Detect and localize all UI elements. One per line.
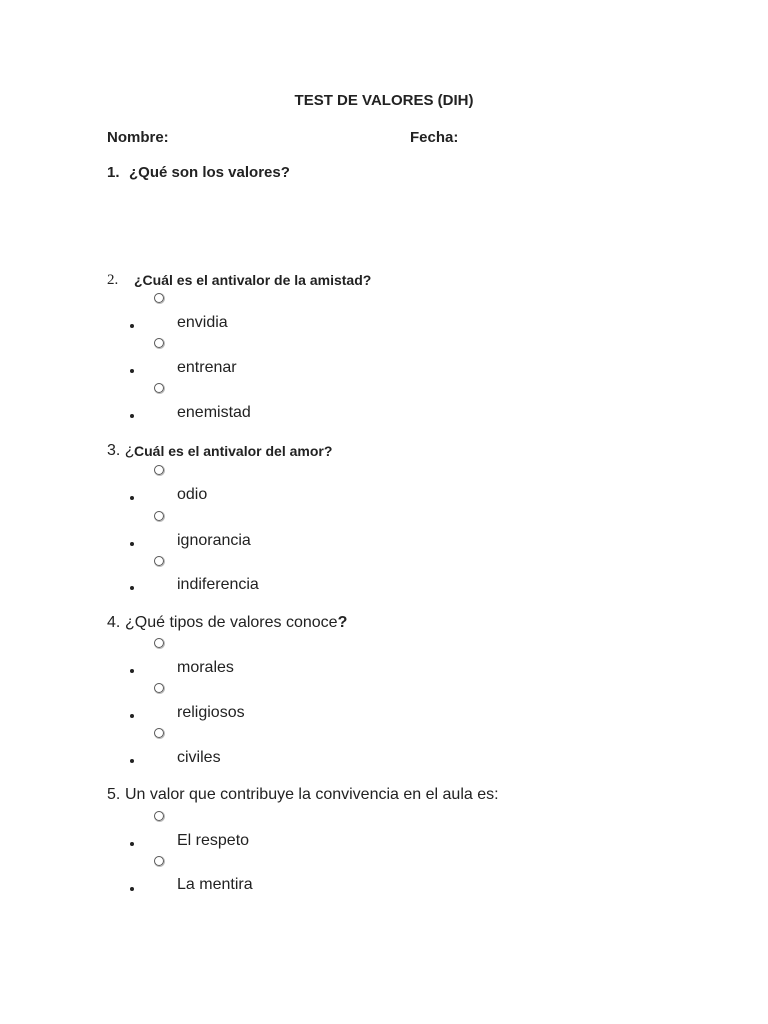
bullet-icon xyxy=(130,887,134,891)
option-q4-2: religiosos xyxy=(177,704,245,721)
radio-button-q5-2[interactable] xyxy=(154,856,164,866)
option-q5-2: La mentira xyxy=(177,876,253,893)
radio-button-q4-3[interactable] xyxy=(154,728,164,738)
radio-button-q2-2[interactable] xyxy=(154,338,164,348)
option-q2-1: envidia xyxy=(177,314,228,331)
question-4-text-mark: ? xyxy=(337,614,348,631)
question-5-number: 5. xyxy=(107,786,121,803)
bullet-icon xyxy=(130,414,134,418)
option-q5-1: El respeto xyxy=(177,832,250,849)
option-q2-3: enemistad xyxy=(177,404,251,421)
bullet-icon xyxy=(130,542,134,546)
bullet-icon xyxy=(130,496,134,500)
question-4-text-main: ¿Qué tipos de valores conoce xyxy=(125,614,338,631)
date-label: Fecha: xyxy=(410,129,459,146)
option-q3-1: odio xyxy=(177,486,208,503)
bullet-icon xyxy=(130,842,134,846)
radio-button-q3-2[interactable] xyxy=(154,511,164,521)
option-q3-2: ignorancia xyxy=(177,532,251,549)
radio-button-q4-2[interactable] xyxy=(154,683,164,693)
page-title: TEST DE VALORES (DIH) xyxy=(294,92,474,109)
question-3-number: 3. ¿ xyxy=(107,442,135,459)
bullet-icon xyxy=(130,369,134,373)
question-1-number: 1. xyxy=(107,164,120,181)
bullet-icon xyxy=(130,586,134,590)
question-5-text: Un valor que contribuye la convivencia en el aula es: xyxy=(125,786,499,803)
radio-button-q2-3[interactable] xyxy=(154,383,164,393)
radio-button-q4-1[interactable] xyxy=(154,638,164,648)
radio-button-q3-3[interactable] xyxy=(154,556,164,566)
option-q3-3: indiferencia xyxy=(177,576,259,593)
bullet-icon xyxy=(130,669,134,673)
bullet-icon xyxy=(130,714,134,718)
question-4-number: 4. xyxy=(107,614,121,631)
option-q2-2: entrenar xyxy=(177,359,237,376)
question-2-text: ¿Cuál es el antivalor de la amistad? xyxy=(134,272,372,288)
question-1-text: ¿Qué son los valores? xyxy=(129,164,290,181)
radio-button-q2-1[interactable] xyxy=(154,293,164,303)
option-q4-3: civiles xyxy=(177,749,221,766)
option-q4-1: morales xyxy=(177,659,234,676)
radio-button-q5-1[interactable] xyxy=(154,811,164,821)
radio-button-q3-1[interactable] xyxy=(154,465,164,475)
question-4-text xyxy=(125,614,347,632)
question-2-number: 2. xyxy=(107,272,119,288)
bullet-icon xyxy=(130,759,134,763)
name-label: Nombre: xyxy=(107,129,169,146)
question-3-text: Cuál es el antivalor del amor? xyxy=(134,443,333,459)
bullet-icon xyxy=(130,324,134,328)
